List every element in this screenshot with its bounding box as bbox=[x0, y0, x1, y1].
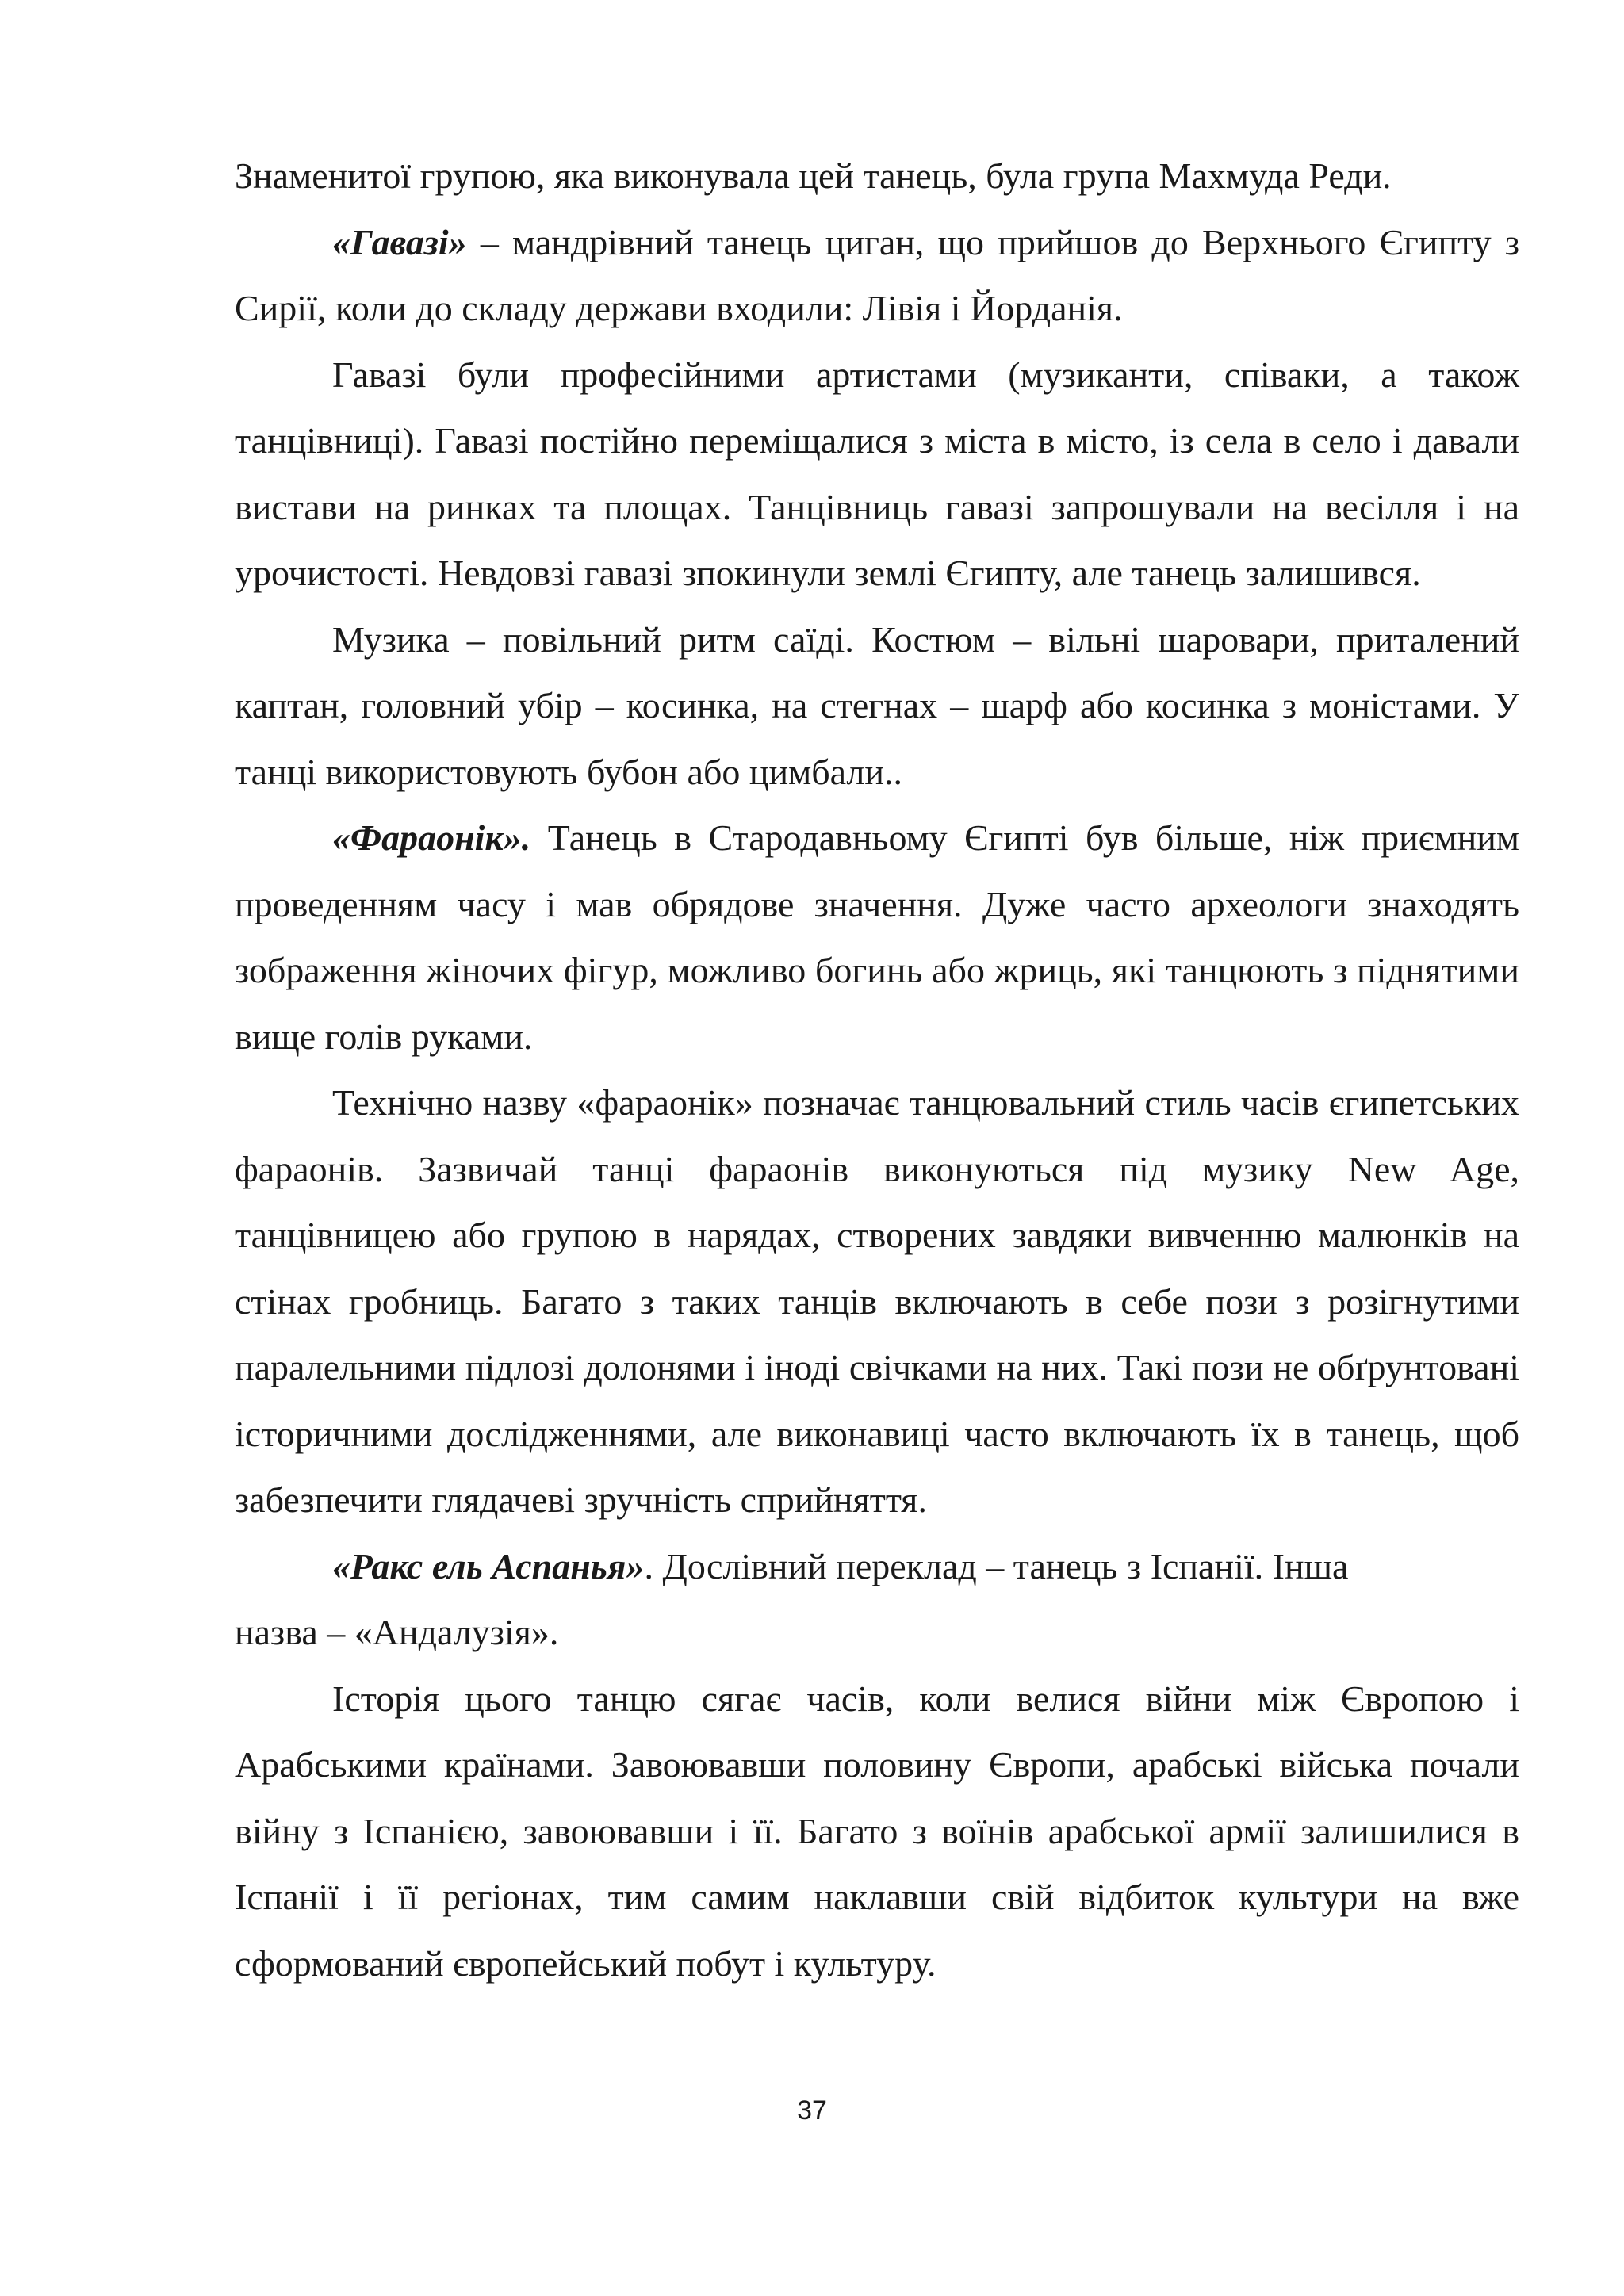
paragraph-text: Історія цього танцю сягає часів, коли велися війни між Європою і Арабськими країнами. Завоювавши половину Європи, арабські війська почали війну з Іспанією, завоювавши і її. Багато з воїнів арабської армії залишилися в Іспанії і її регіонах, тим самим наклавши свій відбиток культури на вже сформований європейський побут і культуру. bbox=[235, 1678, 1519, 1984]
paragraph-faraonik bbox=[235, 805, 1519, 1070]
paragraph-text: Гавазі були професійними артистами (музиканти, співаки, а також танцівниці). Гавазі постійно переміщалися з міста в місто, із села в село і давали вистави на ринках та площах. Танцівниць гавазі запрошували на весілля і на урочистості. Невдовзі гавазі зпокинули землі Єгипту, але танець залишився. bbox=[235, 354, 1519, 593]
dance-term-gavazi: «Гавазі» bbox=[332, 221, 467, 262]
paragraph-text: Технічно назву «фараонік» позначає танцювальний стиль часів єгипетських фараонів. Зазвичай танці фараонів виконуються під музику New Age, танцівницею або групою в нарядах, створених завдяки вивченню малюнків на стінах гробниць. Багато з таких танців включають в себе пози з розігнутими паралельними підлозі долонями і іноді свічками на них. Такі пози не обґрунтовані історичними дослідженнями, але виконавиці часто включають їх в танець, щоб забезпечити глядачеві зручність сприйняття. bbox=[235, 1082, 1519, 1520]
paragraph-raks-continuation bbox=[235, 1599, 1519, 1666]
body-text bbox=[235, 143, 1519, 1996]
paragraph-text: Знаменитої групою, яка виконувала цей танець, була група Махмуда Реди. bbox=[235, 155, 1392, 196]
paragraph-gavazi-artists bbox=[235, 342, 1519, 607]
paragraph-history bbox=[235, 1666, 1519, 1997]
paragraph-music-costume bbox=[235, 607, 1519, 806]
paragraph-gavazi bbox=[235, 209, 1519, 342]
paragraph-text: . Дослівний переклад – танець з Іспанії. Інша bbox=[644, 1545, 1349, 1586]
paragraph-text: – мандрівний танець циган, що прийшов до Верхнього Єгипту з Сирії, коли до складу держави входили: Лівія і Йорданія. bbox=[235, 221, 1519, 328]
page-number: 37 bbox=[797, 2095, 827, 2126]
paragraph-text: Танець в Стародавньому Єгипті був більше, ніж приємним проведенням часу і мав обрядове значення. Дуже часто археологи знаходять зображення жіночих фігур, можливо богинь або жриць, які танцюють з піднятими вище голів руками. bbox=[235, 817, 1519, 1057]
dance-term-raks-el-aspanya: «Ракс ель Аспанья» bbox=[332, 1545, 645, 1586]
paragraph-text: назва – «Андалузія». bbox=[235, 1612, 559, 1652]
paragraph-text: Музика – повільний ритм саїді. Костюм – вільні шаровари, приталений каптан, головний убір – косинка, на стегнах – шарф або косинка з моністами. У танці використовують бубон або цимбали.. bbox=[235, 618, 1519, 792]
paragraph-continuation bbox=[235, 143, 1519, 209]
dance-term-faraonik: «Фараонік». bbox=[332, 817, 531, 858]
paragraph-faraonik-style bbox=[235, 1070, 1519, 1533]
paragraph-raks-el-aspanya bbox=[235, 1533, 1519, 1600]
